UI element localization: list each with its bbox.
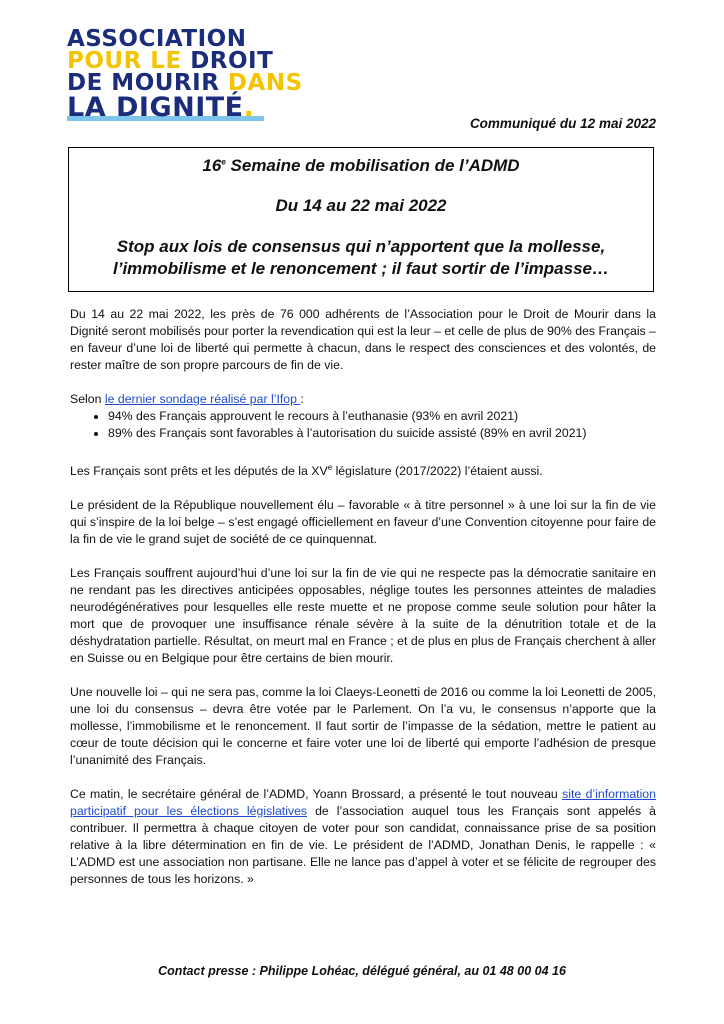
ifop-survey-link[interactable]: le dernier sondage réalisé par l’Ifop bbox=[104, 392, 301, 406]
logo-line-4 bbox=[67, 94, 254, 122]
title-box bbox=[68, 147, 654, 292]
logo-pour-le: POUR LE bbox=[67, 48, 191, 74]
paragraph-2: Selon le dernier sondage réalisé par l’Ifop : bbox=[70, 392, 304, 406]
bullet-item: • 89% des Français sont favorables à l’autorisation du suicide assisté (89% en avril 2021) bbox=[108, 425, 656, 442]
press-release-body bbox=[70, 306, 656, 905]
logo-la-dignite: LA DIGNITÉ bbox=[67, 92, 244, 123]
bullet-item: • 94% des Français approuvent le recours à l’euthanasie (93% en avril 2021) bbox=[108, 408, 656, 425]
logo-dot: . bbox=[243, 92, 255, 123]
paragraph-4: Le président de la République nouvellement élu – favorable « à titre personnel » à une loi sur la fin de vie qui s’inspire de la loi belge – s’est engagé officiellement en faveur d’une Convention citoyenne pour faire de la fin de vie le grand sujet de société de ce quinquennat. bbox=[70, 498, 656, 547]
logo-de-mourir: DE MOURIR bbox=[67, 70, 228, 96]
survey-bullet-list bbox=[70, 408, 656, 442]
press-release-date: Communiqué du 12 mai 2022 bbox=[469, 116, 656, 131]
logo-droit: DROIT bbox=[190, 48, 274, 74]
title-headline: Stop aux lois de consensus qui n’apportent que la mollesse, l’immobilisme et le renoncement ; il faut sortir de l’impasse… bbox=[113, 237, 609, 278]
title-week: 16e Semaine de mobilisation de l’ADMD bbox=[202, 156, 520, 175]
paragraph-5: Les Français souffrent aujourd’hui d’une loi sur la fin de vie qui ne respecte pas la démocratie sanitaire en ne rendant pas les directives anticipées opposables, néglige toutes les personnes atteintes de maladies neurodégénératives pour lesquelles elle reste muette et ne propose comme seule solution pour hâter la mort que de provoquer une insuffisance rénale sévère à la suite de la dénutrition totale et de la déshydratation partielle. Résultat, on meurt mal en France ; et de plus en plus de Français cherchent à aller en Suisse ou en Belgique pour être certains de bien mourir. bbox=[70, 566, 656, 666]
title-dates: Du 14 au 22 mai 2022 bbox=[275, 196, 447, 215]
paragraph-1: Du 14 au 22 mai 2022, les près de 76 000 adhérents de l’Association pour le Droit de Mourir dans la Dignité seront mobilisés pour porter la revendication qui est la leur – et celle de plus de 90% des Français – en faveur d’une loi de liberté qui permette à chacun, dans le respect des consciences et des volontés, de rester maître de son propre parcours de fin de vie. bbox=[70, 307, 656, 372]
press-contact: Contact presse : Philippe Lohéac, délégué général, au 01 48 00 04 16 bbox=[158, 964, 566, 978]
paragraph-6: Une nouvelle loi – qui ne sera pas, comme la loi Claeys-Leonetti de 2016 ou comme la loi Leonetti de 2005, une loi du consensus – devra être votée par le Parlement. On l’a vu, le consensus n’apporte que la mollesse, l’immobilisme et le renoncement. Il faut sortir de l’impasse de la sédation, mettre le patient au cœur de toute décision qui le concerne et faire voter une loi de liberté qui emporte l’adhésion de presque l’unanimité des Français. bbox=[70, 685, 656, 768]
logo-line-3 bbox=[67, 70, 303, 96]
paragraph-7: Ce matin, le secrétaire général de l’ADMD, Yoann Brossard, a présenté le tout nouveau site d’information participatif pour les élections législatives de l’association auquel tous les Français sont appelés à contribuer. Il permettra à chaque citoyen de voter pour son candidat, connaissance prise de sa position relative à la libre détermination en fin de vie. Le président de l’ADMD, Jonathan Denis, le rappelle : « L’ADMD est une association non partisane. Elle ne lance pas d’appel à voter et se félicite de regrouper des personnes de tous les horizons. » bbox=[70, 787, 656, 887]
admd-logo bbox=[67, 26, 303, 123]
paragraph-3: Les Français sont prêts et les députés de la XVe législature (2017/2022) l’étaient aussi. bbox=[70, 463, 543, 479]
logo-dans: DANS bbox=[227, 70, 303, 96]
logo-line-1: ASSOCIATION bbox=[67, 26, 247, 52]
logo-line-2 bbox=[67, 50, 297, 72]
elections-site-link[interactable]: site d’information participatif pour les élections législatives bbox=[70, 787, 656, 819]
